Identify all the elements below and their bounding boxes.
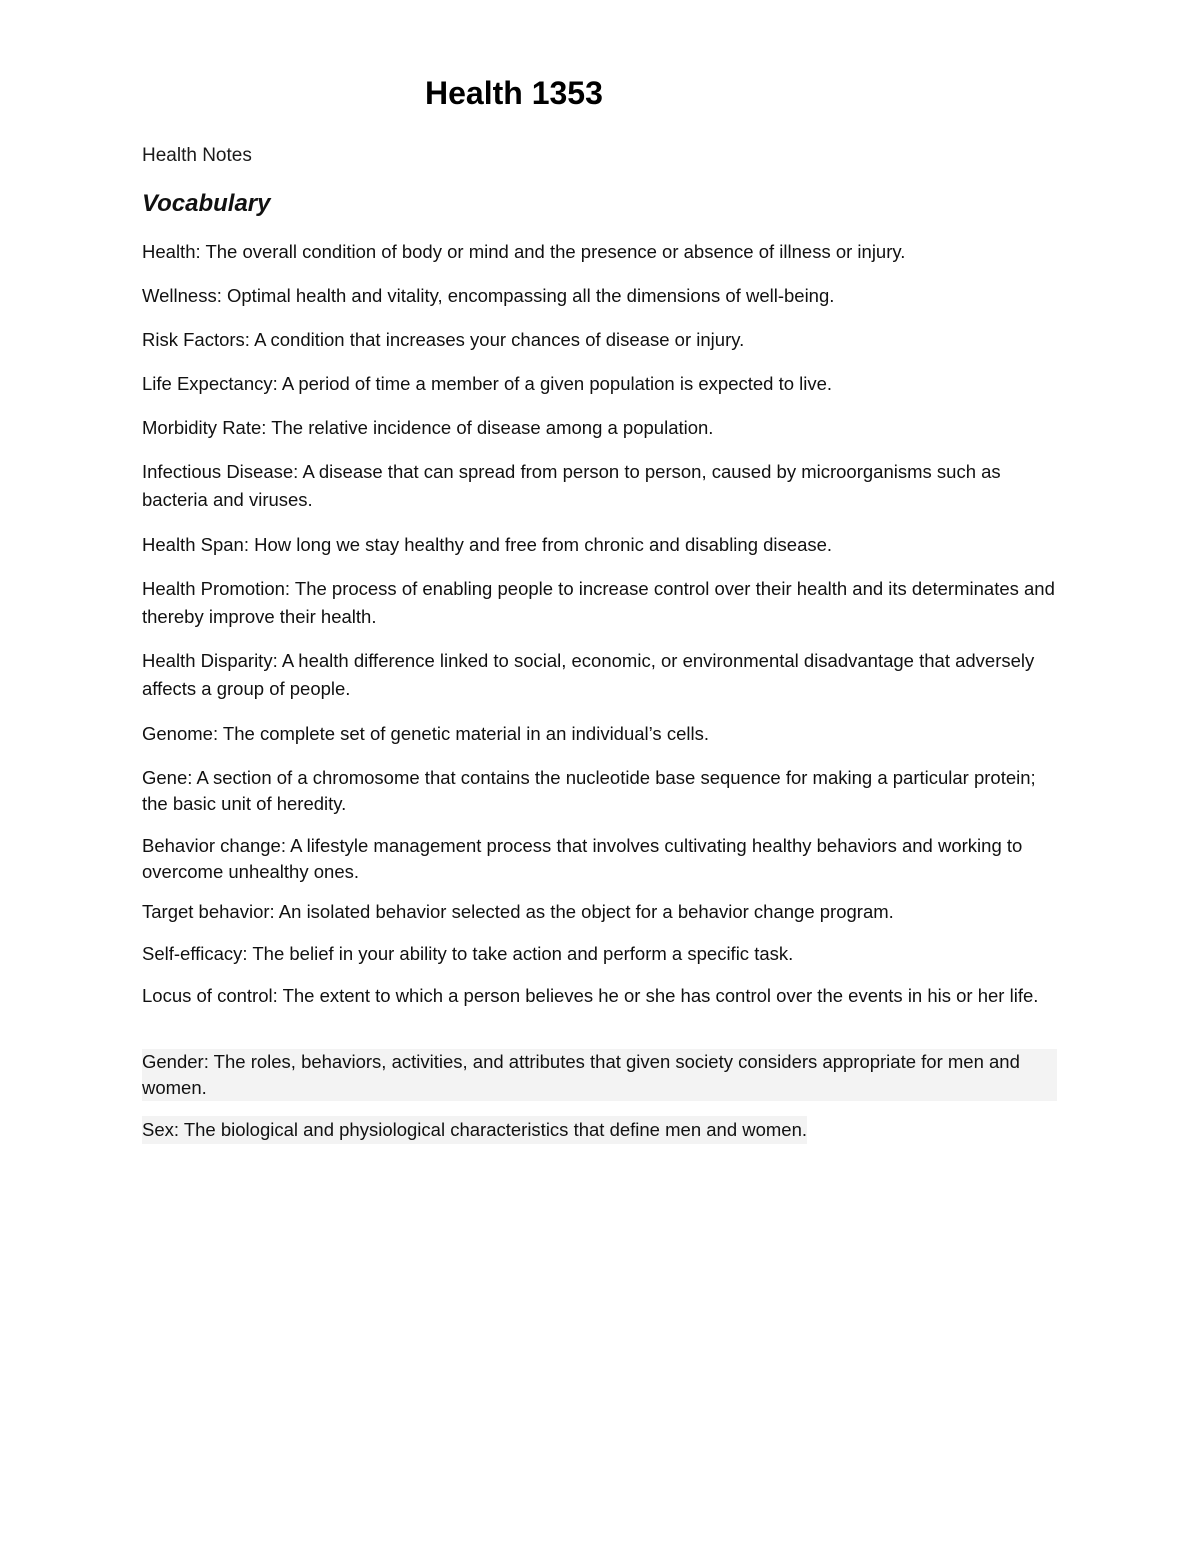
vocab-definition: The belief in your ability to take action and perform a specific task. xyxy=(252,943,794,964)
vocab-entry-infectious-disease xyxy=(142,458,1057,514)
vocab-entry-life-expectancy xyxy=(142,370,1057,398)
vocab-term: Behavior change: xyxy=(142,835,286,856)
vocab-term: Morbidity Rate: xyxy=(142,417,267,438)
vocab-entry-genome xyxy=(142,720,1057,748)
vocab-entry-health-span xyxy=(142,531,1057,559)
vocab-definition: A period of time a member of a given population is expected to live. xyxy=(281,373,833,394)
vocab-definition: How long we stay healthy and free from chronic and disabling disease. xyxy=(254,534,833,555)
vocab-term: Health Promotion: xyxy=(142,578,291,599)
vocab-entry-gene xyxy=(142,765,1057,817)
vocab-definition: The relative incidence of disease among a population. xyxy=(271,417,714,438)
vocab-definition: The roles, behaviors, activities, and attributes that given society considers appropriate for men and women. xyxy=(142,1051,1020,1098)
vocab-term: Health: xyxy=(142,241,201,262)
vocab-definition: The extent to which a person believes he or she has control over the events in his or her life. xyxy=(282,985,1039,1006)
vocab-entry-locus-of-control xyxy=(142,983,1057,1009)
vocab-term: Health Span: xyxy=(142,534,249,555)
vocab-definition: The complete set of genetic material in an individual’s cells. xyxy=(222,723,709,744)
vocab-entry-wellness xyxy=(142,282,1057,310)
vocab-entry-health-disparity xyxy=(142,647,1057,703)
vocab-definition: The overall condition of body or mind and the presence or absence of illness or injury. xyxy=(205,241,906,262)
vocab-entry-health-promotion xyxy=(142,575,1057,631)
document-subtitle: Health Notes xyxy=(142,145,252,166)
document-title: Health 1353 xyxy=(425,75,603,111)
vocab-term: Wellness: xyxy=(142,285,222,306)
vocab-term: Sex: xyxy=(142,1119,180,1140)
vocab-entry-risk-factors xyxy=(142,326,1057,354)
vocab-term: Risk Factors: xyxy=(142,329,250,350)
vocab-definition: A health difference linked to social, economic, or environmental disadvantage that adversely affects a group of people. xyxy=(142,650,1035,699)
vocab-entry-morbidity-rate xyxy=(142,414,1057,442)
vocab-term: Infectious Disease: xyxy=(142,461,299,482)
vocab-entry-health xyxy=(142,238,1057,266)
vocab-definition: Optimal health and vitality, encompassing all the dimensions of well-being. xyxy=(227,285,835,306)
section-heading-vocabulary: Vocabulary xyxy=(142,190,271,217)
vocab-term: Gene: xyxy=(142,767,193,788)
vocab-definition: An isolated behavior selected as the object for a behavior change program. xyxy=(278,901,894,922)
vocab-entry-target-behavior xyxy=(142,898,1057,926)
vocab-entry-behavior-change xyxy=(142,833,1057,885)
vocab-entry-sex xyxy=(142,1116,807,1144)
vocab-entry-self-efficacy xyxy=(142,940,1057,968)
vocab-term: Life Expectancy: xyxy=(142,373,278,394)
vocab-term: Locus of control: xyxy=(142,985,278,1006)
vocab-term: Health Disparity: xyxy=(142,650,278,671)
vocab-definition: A condition that increases your chances of disease or injury. xyxy=(254,329,745,350)
vocab-term: Genome: xyxy=(142,723,219,744)
vocab-entry-gender xyxy=(142,1049,1057,1101)
vocab-definition: The biological and physiological characteristics that define men and women. xyxy=(183,1119,808,1140)
vocab-term: Self-efficacy: xyxy=(142,943,248,964)
vocab-definition: A disease that can spread from person to person, caused by microorganisms such as bacteria and viruses. xyxy=(142,461,1001,510)
vocab-term: Gender: xyxy=(142,1051,209,1072)
vocab-definition: A section of a chromosome that contains the nucleotide base sequence for making a particular protein; the basic unit of heredity. xyxy=(142,767,1036,814)
vocab-term: Target behavior: xyxy=(142,901,275,922)
vocab-definition: A lifestyle management process that involves cultivating healthy behaviors and working to overcome unhealthy ones. xyxy=(142,835,1023,882)
vocab-definition: The process of enabling people to increase control over their health and its determinates and thereby improve their health. xyxy=(142,578,1055,627)
